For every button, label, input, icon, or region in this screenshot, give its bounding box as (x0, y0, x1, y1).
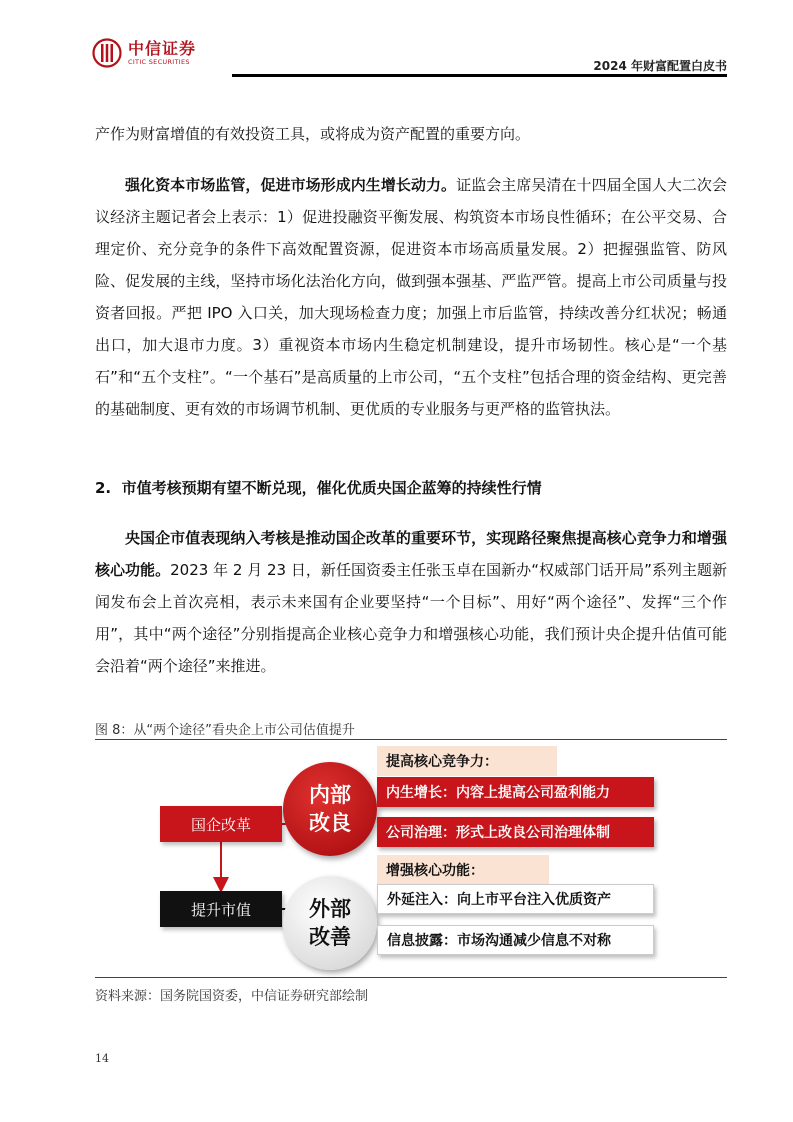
logo-english-name: CITIC SECURITIES (128, 57, 190, 66)
paragraph-continuation: 产作为财富增值的有效投资工具，或将成为资产配置的重要方向。 (95, 125, 531, 143)
paragraph-lead-sentence: 央国企市值表现纳入考核是推动国企改革的重要环节，实现路径聚焦提高核心竞争力和增强核心功能。 (95, 529, 727, 579)
external-improvement-circle (283, 876, 377, 970)
external-label-line2: 改善 (309, 925, 351, 949)
internal-improvement-circle (283, 762, 377, 856)
corporate-governance-item: 公司治理：形式上改良公司治理体制 (377, 817, 654, 847)
core-function-header: 增强核心功能： (377, 855, 549, 885)
organic-growth-item: 内生增长：内容上提高公司盈利能力 (377, 777, 654, 807)
logo-chinese-name: 中信证券 (128, 38, 197, 58)
external-label-line1: 外部 (309, 897, 351, 921)
internal-label-line2: 改良 (309, 811, 351, 835)
section-heading: 2. 市值考核预期有望不断兑现，催化优质央国企蓝筹的持续性行情 (95, 479, 542, 497)
paragraph-body: 2023 年 2 月 23 日，新任国资委主任张玉卓在国新办“权威部门话开局”系列主题新闻发布会上首次亮相，表示未来国有企业要坚持“一个目标”、用好“两个途径”、发挥“三个作用”，其中“两个途径”分别指提高企业核心竞争力和增强核心功能，我们预计央企提升估值可能会沿着“两个途径”来推进。 (95, 561, 727, 675)
document-title: 2024 年财富配置白皮书 (593, 59, 727, 73)
paragraph-body: 证监会主席吴清在十四届全国人大二次会议经济主题记者会上表示：1）促进投融资平衡发展、构筑资本市场良性循环；在公平交易、合理定价、充分竞争的条件下高效配置资源，促进资本市场高质量发展。2）把握强监管、防风险、促发展的主线，坚持市场化法治化方向，做到强本强基、严监严管。提高上市公司质量与投资者回报。严把 IPO 入口关，加大现场检查力度；加强上市后监管，持续改善分红状况；畅通出口，加大退市力度。3）重视资本市场内生稳定机制建设，提升市场韧性。核心是“一个基石”和“五个支柱”。“一个基石”是高质量的上市公司，“五个支柱”包括合理的资金结构、更完善的基础制度、更有效的市场调节机制、更优质的专业服务与更严格的监管执法。 (95, 176, 727, 418)
core-competitiveness-header: 提高核心竞争力： (377, 746, 557, 776)
figure-caption: 图 8：从“两个途径”看央企上市公司估值提升 (95, 723, 355, 738)
information-disclosure-item: 信息披露：市场沟通减少信息不对称 (377, 925, 654, 955)
figure-bottom-rule (95, 977, 727, 978)
soe-reform-box: 国企改革 (160, 806, 282, 842)
paragraph-lead-sentence: 强化资本市场监管，促进市场形成内生增长动力。 (125, 176, 457, 194)
figure-source: 资料来源：国务院国资委，中信证券研究部绘制 (95, 989, 369, 1004)
raise-market-value-box: 提升市值 (160, 891, 282, 927)
asset-injection-item: 外延注入：向上市平台注入优质资产 (377, 884, 654, 914)
internal-label-line1: 内部 (309, 783, 351, 807)
page-number: 14 (95, 1052, 109, 1065)
